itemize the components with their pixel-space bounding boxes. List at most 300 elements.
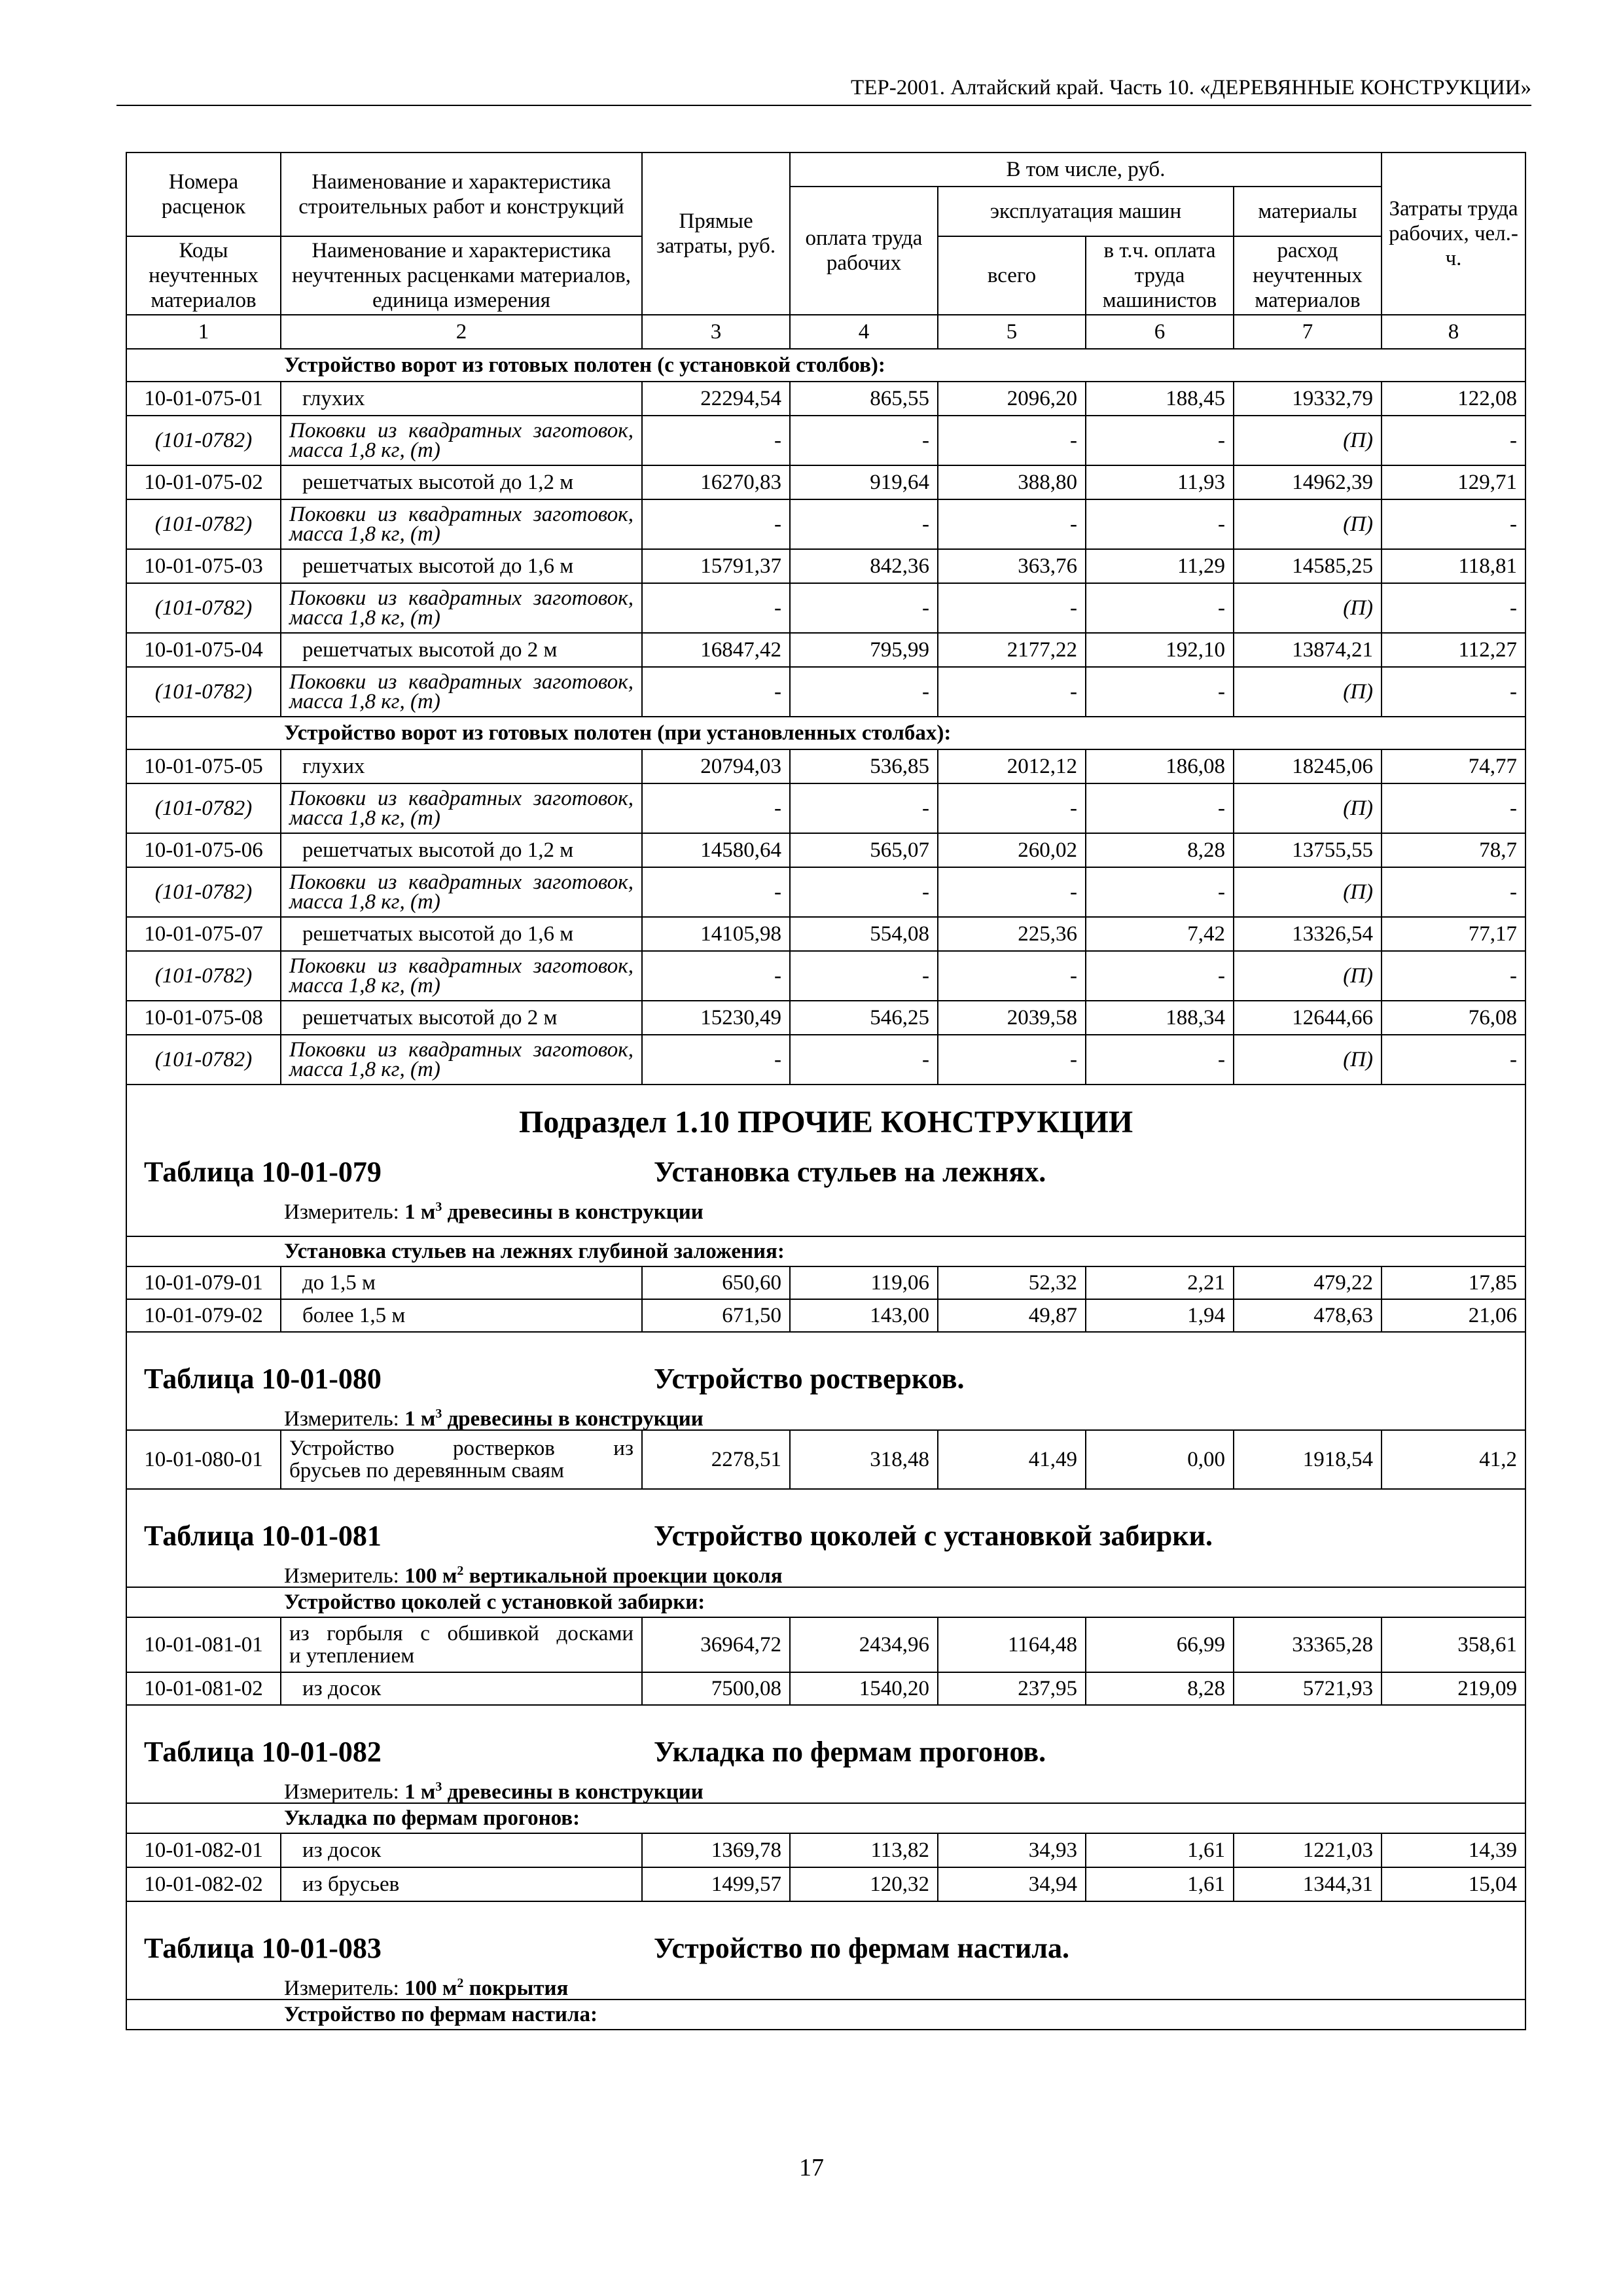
text: 2177,22 — [1007, 638, 1077, 662]
text: 865,55 — [870, 387, 929, 410]
material-code — [126, 416, 281, 465]
text: - — [1510, 1048, 1518, 1071]
rate-name — [281, 917, 642, 951]
text: (101-0782) — [154, 964, 253, 988]
text: 1,94 — [1187, 1304, 1225, 1327]
value-cell — [642, 1867, 790, 1901]
text: из брусьев — [302, 1873, 400, 1896]
value-cell — [1234, 633, 1382, 667]
text: 36964,72 — [700, 1633, 781, 1657]
dash-cell — [790, 867, 938, 917]
text: решетчатых высотой до 1,6 м — [302, 554, 574, 578]
value-cell — [938, 465, 1086, 499]
material-line1: Поковки из квадратных заготовок, — [289, 870, 633, 894]
text: - — [1070, 964, 1077, 988]
col-header-labor: Затраты труда рабочих, чел.-ч. — [1382, 152, 1525, 315]
text: - — [1218, 680, 1225, 704]
measure-label: Измеритель: — [284, 1200, 399, 1224]
material-unit — [1234, 416, 1382, 465]
text: - — [922, 512, 929, 536]
text: 20794,03 — [700, 755, 781, 778]
text: 237,95 — [1018, 1677, 1077, 1700]
text: - — [1070, 1048, 1077, 1071]
col-header-mat-use: расход неучтенных материалов — [1234, 236, 1382, 315]
text: - — [1510, 596, 1518, 620]
text: - — [1070, 797, 1077, 820]
value-cell — [790, 465, 938, 499]
material-line2: масса 1,8 кг, (т) — [289, 690, 440, 713]
value-cell — [938, 1867, 1086, 1901]
material-code — [126, 499, 281, 549]
value-cell — [938, 1672, 1086, 1705]
table-row — [126, 867, 1525, 917]
text: 34,93 — [1028, 1839, 1077, 1862]
table-heading — [127, 1516, 1525, 1556]
text: 122,08 — [1457, 387, 1518, 410]
material-line2: масса 1,8 кг, (т) — [289, 439, 440, 462]
text: 10-01-082-01 — [144, 1839, 263, 1862]
value-cell — [938, 917, 1086, 951]
table-heading — [127, 1359, 1525, 1399]
material-name — [281, 783, 642, 833]
rate-code — [126, 917, 281, 951]
text: 10-01-075-07 — [144, 922, 263, 946]
text: 1344,31 — [1302, 1873, 1374, 1896]
value-cell — [938, 1266, 1086, 1299]
text: 1540,20 — [859, 1677, 929, 1700]
col-num: 2 — [281, 315, 642, 349]
group-heading — [126, 1587, 1525, 1617]
table-row — [126, 549, 1525, 583]
text: глухих — [302, 387, 365, 410]
text: (П) — [1343, 880, 1374, 904]
text: 14962,39 — [1292, 471, 1374, 494]
material-line1: Поковки из квадратных заготовок, — [289, 503, 633, 526]
text: - — [1218, 429, 1225, 452]
text: решетчатых высотой до 1,6 м — [302, 922, 574, 946]
text: 8,28 — [1187, 838, 1225, 862]
col-num: 7 — [1234, 315, 1382, 349]
table-row — [126, 717, 1525, 749]
text: 554,08 — [870, 922, 929, 946]
text: 49,87 — [1028, 1304, 1077, 1327]
text: 2278,51 — [711, 1448, 781, 1471]
text: (П) — [1343, 797, 1374, 820]
value-cell — [790, 833, 938, 867]
text: 7,42 — [1187, 922, 1225, 946]
value-cell — [1086, 833, 1234, 867]
measure-unit: 1 $м^3$ древесины в конструкции — [404, 1780, 704, 1804]
text: 112,27 — [1458, 638, 1518, 662]
dash-cell — [938, 499, 1086, 549]
text: 113,82 — [870, 1839, 929, 1862]
value-cell — [1382, 549, 1525, 583]
dash-cell — [1086, 783, 1234, 833]
value-cell — [1382, 833, 1525, 867]
text: 120,32 — [870, 1873, 929, 1896]
text: - — [1218, 964, 1225, 988]
table-title: Устройство по фермам настила. — [654, 1932, 1069, 1964]
text: 15,04 — [1468, 1873, 1518, 1896]
text: 10-01-075-03 — [144, 554, 263, 578]
material-line1: Поковки из квадратных заготовок, — [289, 1038, 633, 1062]
dash-cell — [938, 1035, 1086, 1085]
text: 10-01-075-04 — [144, 638, 263, 662]
table-row — [126, 2000, 1525, 2030]
value-cell — [790, 1430, 938, 1489]
rate-name — [281, 1299, 642, 1332]
value-cell — [1234, 1833, 1382, 1867]
table-number: Таблица 10-01-083 — [144, 1932, 382, 1964]
material-line2: масса 1,8 кг, (т) — [289, 522, 440, 546]
value-cell — [642, 917, 790, 951]
text: 10-01-082-02 — [144, 1873, 263, 1896]
text: 2,21 — [1187, 1271, 1225, 1295]
text: (101-0782) — [154, 797, 253, 820]
dash-cell — [1382, 583, 1525, 633]
table-row — [126, 1266, 1525, 1299]
dash-cell — [938, 667, 1086, 717]
col-header-machines: эксплуатация машин — [938, 187, 1234, 236]
rate-code — [126, 1867, 281, 1901]
rate-code — [126, 633, 281, 667]
text: 188,34 — [1166, 1006, 1225, 1030]
text: Установка стульев на лежнях глубиной заложения: — [284, 1240, 785, 1263]
rate-name — [281, 1672, 642, 1705]
dash-cell — [938, 583, 1086, 633]
text: - — [1070, 680, 1077, 704]
rate-code — [126, 1617, 281, 1672]
dash-cell — [1086, 1035, 1234, 1085]
col-header-name: Наименование и характеристика строительных работ и конструкций — [281, 152, 642, 236]
value-cell — [1382, 1266, 1525, 1299]
value-cell — [1234, 1867, 1382, 1901]
dash-cell — [1382, 416, 1525, 465]
value-cell — [642, 465, 790, 499]
text: 15230,49 — [700, 1006, 781, 1030]
text: - — [1510, 964, 1518, 988]
value-cell — [1234, 917, 1382, 951]
dash-cell — [790, 667, 938, 717]
text: 225,36 — [1018, 922, 1077, 946]
text: 41,49 — [1028, 1448, 1077, 1471]
value-cell — [1234, 749, 1382, 783]
value-cell — [1234, 1266, 1382, 1299]
text: 478,63 — [1313, 1304, 1374, 1327]
text: (П) — [1343, 429, 1374, 452]
value-cell — [790, 1001, 938, 1035]
value-cell — [790, 1266, 938, 1299]
value-cell — [642, 1266, 790, 1299]
table-row — [126, 1901, 1525, 2000]
text: (101-0782) — [154, 512, 253, 536]
value-cell — [1382, 1833, 1525, 1867]
col-num: 5 — [938, 315, 1086, 349]
dash-cell — [642, 416, 790, 465]
text: 565,07 — [870, 838, 929, 862]
dash-cell — [642, 951, 790, 1001]
text: 1499,57 — [711, 1873, 781, 1896]
text: 13874,21 — [1292, 638, 1374, 662]
text: 388,80 — [1018, 471, 1077, 494]
value-cell — [1234, 1430, 1382, 1489]
table-heading — [127, 1152, 1525, 1193]
col-header-direct: Прямые затраты, руб. — [642, 152, 790, 315]
material-name — [281, 951, 642, 1001]
dash-cell — [642, 499, 790, 549]
text: - — [774, 1048, 781, 1071]
group-heading — [126, 717, 1525, 749]
col-num: 1 — [126, 315, 281, 349]
rate-name — [281, 1266, 642, 1299]
material-line2: масса 1,8 кг, (т) — [289, 974, 440, 997]
table-row — [126, 416, 1525, 465]
dash-cell — [790, 783, 938, 833]
value-cell — [1234, 1617, 1382, 1672]
col-header-codes: Номера расценок — [126, 152, 281, 236]
col-header-mat-name: Наименование и характеристика неучтенных расценками материалов, единица измерения — [281, 236, 642, 315]
text: - — [922, 680, 929, 704]
material-name — [281, 1035, 642, 1085]
rate-code — [126, 1833, 281, 1867]
text: до 1,5 м — [302, 1271, 376, 1295]
dash-cell — [1382, 667, 1525, 717]
material-code — [126, 951, 281, 1001]
text: Устройство ворот из готовых полотен (при установленных столбах): — [284, 721, 952, 745]
material-name — [281, 499, 642, 549]
dash-cell — [938, 783, 1086, 833]
text: 19332,79 — [1292, 387, 1374, 410]
text: 260,02 — [1018, 838, 1077, 862]
text: - — [1510, 880, 1518, 904]
rate-name-line1: Устройство ростверков из — [289, 1437, 633, 1460]
dash-cell — [1086, 951, 1234, 1001]
table-row — [126, 1867, 1525, 1901]
text: 10-01-079-01 — [144, 1271, 263, 1295]
text: 1,61 — [1187, 1873, 1225, 1896]
text: 1221,03 — [1302, 1839, 1374, 1862]
col-num: 4 — [790, 315, 938, 349]
table-row — [126, 583, 1525, 633]
text: - — [1070, 880, 1077, 904]
value-cell — [1382, 633, 1525, 667]
rate-name — [281, 465, 642, 499]
text: - — [1218, 880, 1225, 904]
table-number: Таблица 10-01-080 — [144, 1363, 382, 1395]
table-row — [126, 1587, 1525, 1617]
value-cell — [1086, 1266, 1234, 1299]
text: 10-01-075-06 — [144, 838, 263, 862]
text: 5721,93 — [1302, 1677, 1374, 1700]
value-cell — [938, 382, 1086, 416]
value-cell — [1382, 465, 1525, 499]
value-cell — [1086, 1672, 1234, 1705]
text: 536,85 — [870, 755, 929, 778]
text: - — [922, 1048, 929, 1071]
table-row — [126, 917, 1525, 951]
measure-line — [127, 1772, 1525, 1803]
text: 1918,54 — [1302, 1448, 1374, 1471]
page-header: ТЕР-2001. Алтайский край. Часть 10. «ДЕРЕВЯННЫЕ КОНСТРУКЦИИ» — [116, 71, 1531, 106]
text: 13326,54 — [1292, 922, 1374, 946]
rate-code — [126, 1430, 281, 1489]
value-cell — [790, 1867, 938, 1901]
material-unit — [1234, 499, 1382, 549]
measure-line — [127, 1969, 1525, 1999]
rate-code — [126, 833, 281, 867]
value-cell — [1382, 917, 1525, 951]
text: 479,22 — [1313, 1271, 1374, 1295]
material-code — [126, 583, 281, 633]
rate-name — [281, 1867, 642, 1901]
rate-code — [126, 1001, 281, 1035]
text: решетчатых высотой до 2 м — [302, 638, 558, 662]
value-cell — [642, 382, 790, 416]
col-header-incl: В том числе, руб. — [790, 152, 1382, 187]
text: более 1,5 м — [302, 1304, 406, 1327]
text: 13755,55 — [1292, 838, 1374, 862]
section-block — [126, 1489, 1525, 1587]
value-cell — [1382, 749, 1525, 783]
text: Устройство цоколей с установкой забирки: — [284, 1590, 705, 1614]
dash-cell — [1086, 867, 1234, 917]
value-cell — [790, 1833, 938, 1867]
text: 129,71 — [1457, 471, 1518, 494]
dash-cell — [790, 1035, 938, 1085]
table-row — [126, 783, 1525, 833]
text: 188,45 — [1166, 387, 1225, 410]
dash-cell — [1086, 667, 1234, 717]
rate-code — [126, 549, 281, 583]
text: 2096,20 — [1007, 387, 1077, 410]
table-row — [126, 833, 1525, 867]
text: - — [922, 596, 929, 620]
material-unit — [1234, 951, 1382, 1001]
rates-table — [126, 152, 1526, 2030]
table-row — [126, 349, 1525, 382]
text: - — [1070, 429, 1077, 452]
text: 16270,83 — [700, 471, 781, 494]
value-cell — [1086, 1299, 1234, 1332]
dash-cell — [1086, 583, 1234, 633]
rate-code — [126, 1266, 281, 1299]
text: 1,61 — [1187, 1839, 1225, 1862]
measure-unit: 1 $м^3$ древесины в конструкции — [404, 1200, 704, 1224]
text: (101-0782) — [154, 596, 253, 620]
rate-name — [281, 1001, 642, 1035]
text: 2039,58 — [1007, 1006, 1077, 1030]
measure-line — [127, 1399, 1525, 1429]
text: (П) — [1343, 680, 1374, 704]
text: - — [922, 797, 929, 820]
value-cell — [790, 633, 938, 667]
text: - — [1510, 797, 1518, 820]
text: 76,08 — [1468, 1006, 1518, 1030]
text: 0,00 — [1187, 1448, 1225, 1471]
dash-cell — [790, 499, 938, 549]
text: 1164,48 — [1007, 1633, 1077, 1657]
dash-cell — [1086, 416, 1234, 465]
value-cell — [1086, 382, 1234, 416]
table-heading — [127, 1928, 1525, 1969]
text: Устройство по фермам настила: — [284, 2003, 597, 2026]
measure-label: Измеритель: — [284, 1564, 399, 1588]
measure-unit: 100 $м^2$ вертикальной проекции цоколя — [404, 1564, 783, 1588]
table-heading — [127, 1732, 1525, 1772]
text: 41,2 — [1479, 1448, 1518, 1471]
text: Укладка по фермам прогонов: — [284, 1806, 580, 1830]
rate-code — [126, 465, 281, 499]
table-row — [126, 1332, 1525, 1430]
table-row — [126, 1430, 1525, 1489]
dash-cell — [1382, 867, 1525, 917]
table-row — [126, 499, 1525, 549]
value-cell — [1086, 1430, 1234, 1489]
text: 16847,42 — [700, 638, 781, 662]
value-cell — [1086, 1617, 1234, 1672]
rate-code — [126, 1299, 281, 1332]
rate-name — [281, 633, 642, 667]
material-unit — [1234, 667, 1382, 717]
measure-label: Измеритель: — [284, 1977, 399, 2000]
value-cell — [790, 549, 938, 583]
text: 10-01-075-01 — [144, 387, 263, 410]
material-line2: масса 1,8 кг, (т) — [289, 806, 440, 830]
value-cell — [790, 382, 938, 416]
material-name — [281, 867, 642, 917]
text: 11,29 — [1177, 554, 1225, 578]
dash-cell — [790, 951, 938, 1001]
dash-cell — [790, 583, 938, 633]
text: 7500,08 — [711, 1677, 781, 1700]
text: 77,17 — [1468, 922, 1518, 946]
text: 119,06 — [870, 1271, 929, 1295]
text: 78,7 — [1479, 838, 1518, 862]
text: 10-01-081-02 — [144, 1677, 263, 1700]
material-line2: масса 1,8 кг, (т) — [289, 606, 440, 630]
value-cell — [642, 1430, 790, 1489]
value-cell — [1086, 1867, 1234, 1901]
value-cell — [1382, 1867, 1525, 1901]
group-heading — [126, 1236, 1525, 1266]
text: - — [774, 429, 781, 452]
section-block — [126, 1705, 1525, 1803]
text: - — [774, 680, 781, 704]
material-code — [126, 667, 281, 717]
material-unit — [1234, 583, 1382, 633]
col-num: 3 — [642, 315, 790, 349]
text: 10-01-075-02 — [144, 471, 263, 494]
table-row — [126, 951, 1525, 1001]
col-header-mat-codes: Коды неучтенных материалов — [126, 236, 281, 315]
text: глухих — [302, 755, 365, 778]
text: 74,77 — [1468, 755, 1518, 778]
table-row — [126, 465, 1525, 499]
text: (П) — [1343, 512, 1374, 536]
value-cell — [938, 1001, 1086, 1035]
value-cell — [642, 833, 790, 867]
table-row — [126, 1035, 1525, 1085]
measure-label: Измеритель: — [284, 1407, 399, 1431]
table-row — [126, 749, 1525, 783]
table-row — [126, 1672, 1525, 1705]
value-cell — [1382, 1001, 1525, 1035]
text: 10-01-081-01 — [144, 1633, 263, 1657]
text: 17,85 — [1468, 1271, 1518, 1295]
text: 2434,96 — [859, 1633, 929, 1657]
rate-name — [281, 1430, 642, 1489]
text: 1369,78 — [711, 1839, 781, 1862]
